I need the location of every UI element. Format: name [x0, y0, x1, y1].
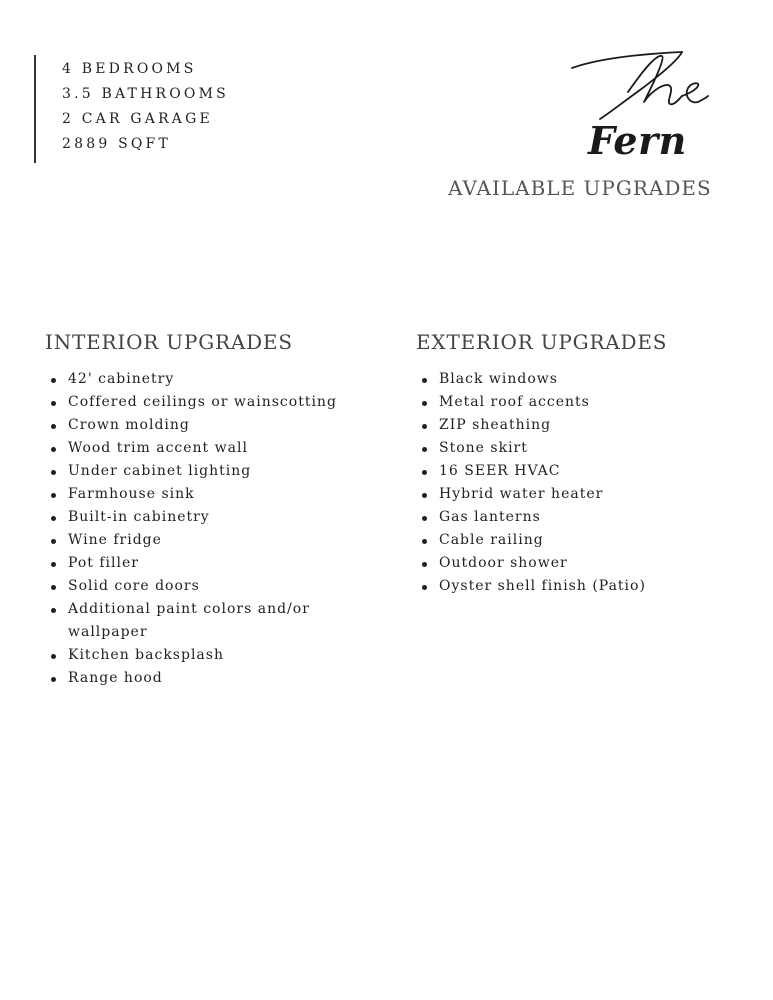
home-specs	[34, 55, 229, 163]
spec-bathrooms: 3.5 BATHROOMS	[62, 86, 229, 102]
list-item: Pot filler	[45, 552, 385, 575]
list-item: Under cabinet lighting	[45, 460, 385, 483]
list-item: Hybrid water heater	[416, 483, 746, 506]
list-item: Built-in cabinetry	[45, 506, 385, 529]
list-item: Cable railing	[416, 529, 746, 552]
list-item: Black windows	[416, 368, 746, 391]
list-item: Gas lanterns	[416, 506, 746, 529]
list-item: Solid core doors	[45, 575, 385, 598]
exterior-heading: EXTERIOR UPGRADES	[416, 330, 668, 354]
script-the-logo	[570, 20, 710, 125]
list-item: Coffered ceilings or wainscotting	[45, 391, 385, 414]
interior-list	[45, 368, 385, 690]
list-item: Range hood	[45, 667, 385, 690]
list-item: Additional paint colors and/or wallpaper	[45, 598, 385, 644]
list-item: 42' cabinetry	[45, 368, 385, 391]
home-name: Fern	[588, 118, 687, 163]
spec-garage: 2 CAR GARAGE	[62, 111, 213, 127]
spec-bedrooms: 4 BEDROOMS	[62, 61, 197, 77]
list-item: Kitchen backsplash	[45, 644, 385, 667]
page-subtitle: AVAILABLE UPGRADES	[448, 176, 712, 200]
list-item: Wine fridge	[45, 529, 385, 552]
list-item: Stone skirt	[416, 437, 746, 460]
interior-upgrades-section	[45, 330, 385, 690]
list-item: Crown molding	[45, 414, 385, 437]
list-item: ZIP sheathing	[416, 414, 746, 437]
list-item: 16 SEER HVAC	[416, 460, 746, 483]
exterior-upgrades-section	[416, 330, 746, 598]
list-item: Oyster shell finish (Patio)	[416, 575, 746, 598]
spec-square-footage: 2889 SQFT	[62, 136, 171, 152]
exterior-list	[416, 368, 746, 598]
interior-heading: INTERIOR UPGRADES	[45, 330, 293, 354]
list-item: Outdoor shower	[416, 552, 746, 575]
list-item: Wood trim accent wall	[45, 437, 385, 460]
list-item: Farmhouse sink	[45, 483, 385, 506]
list-item: Metal roof accents	[416, 391, 746, 414]
